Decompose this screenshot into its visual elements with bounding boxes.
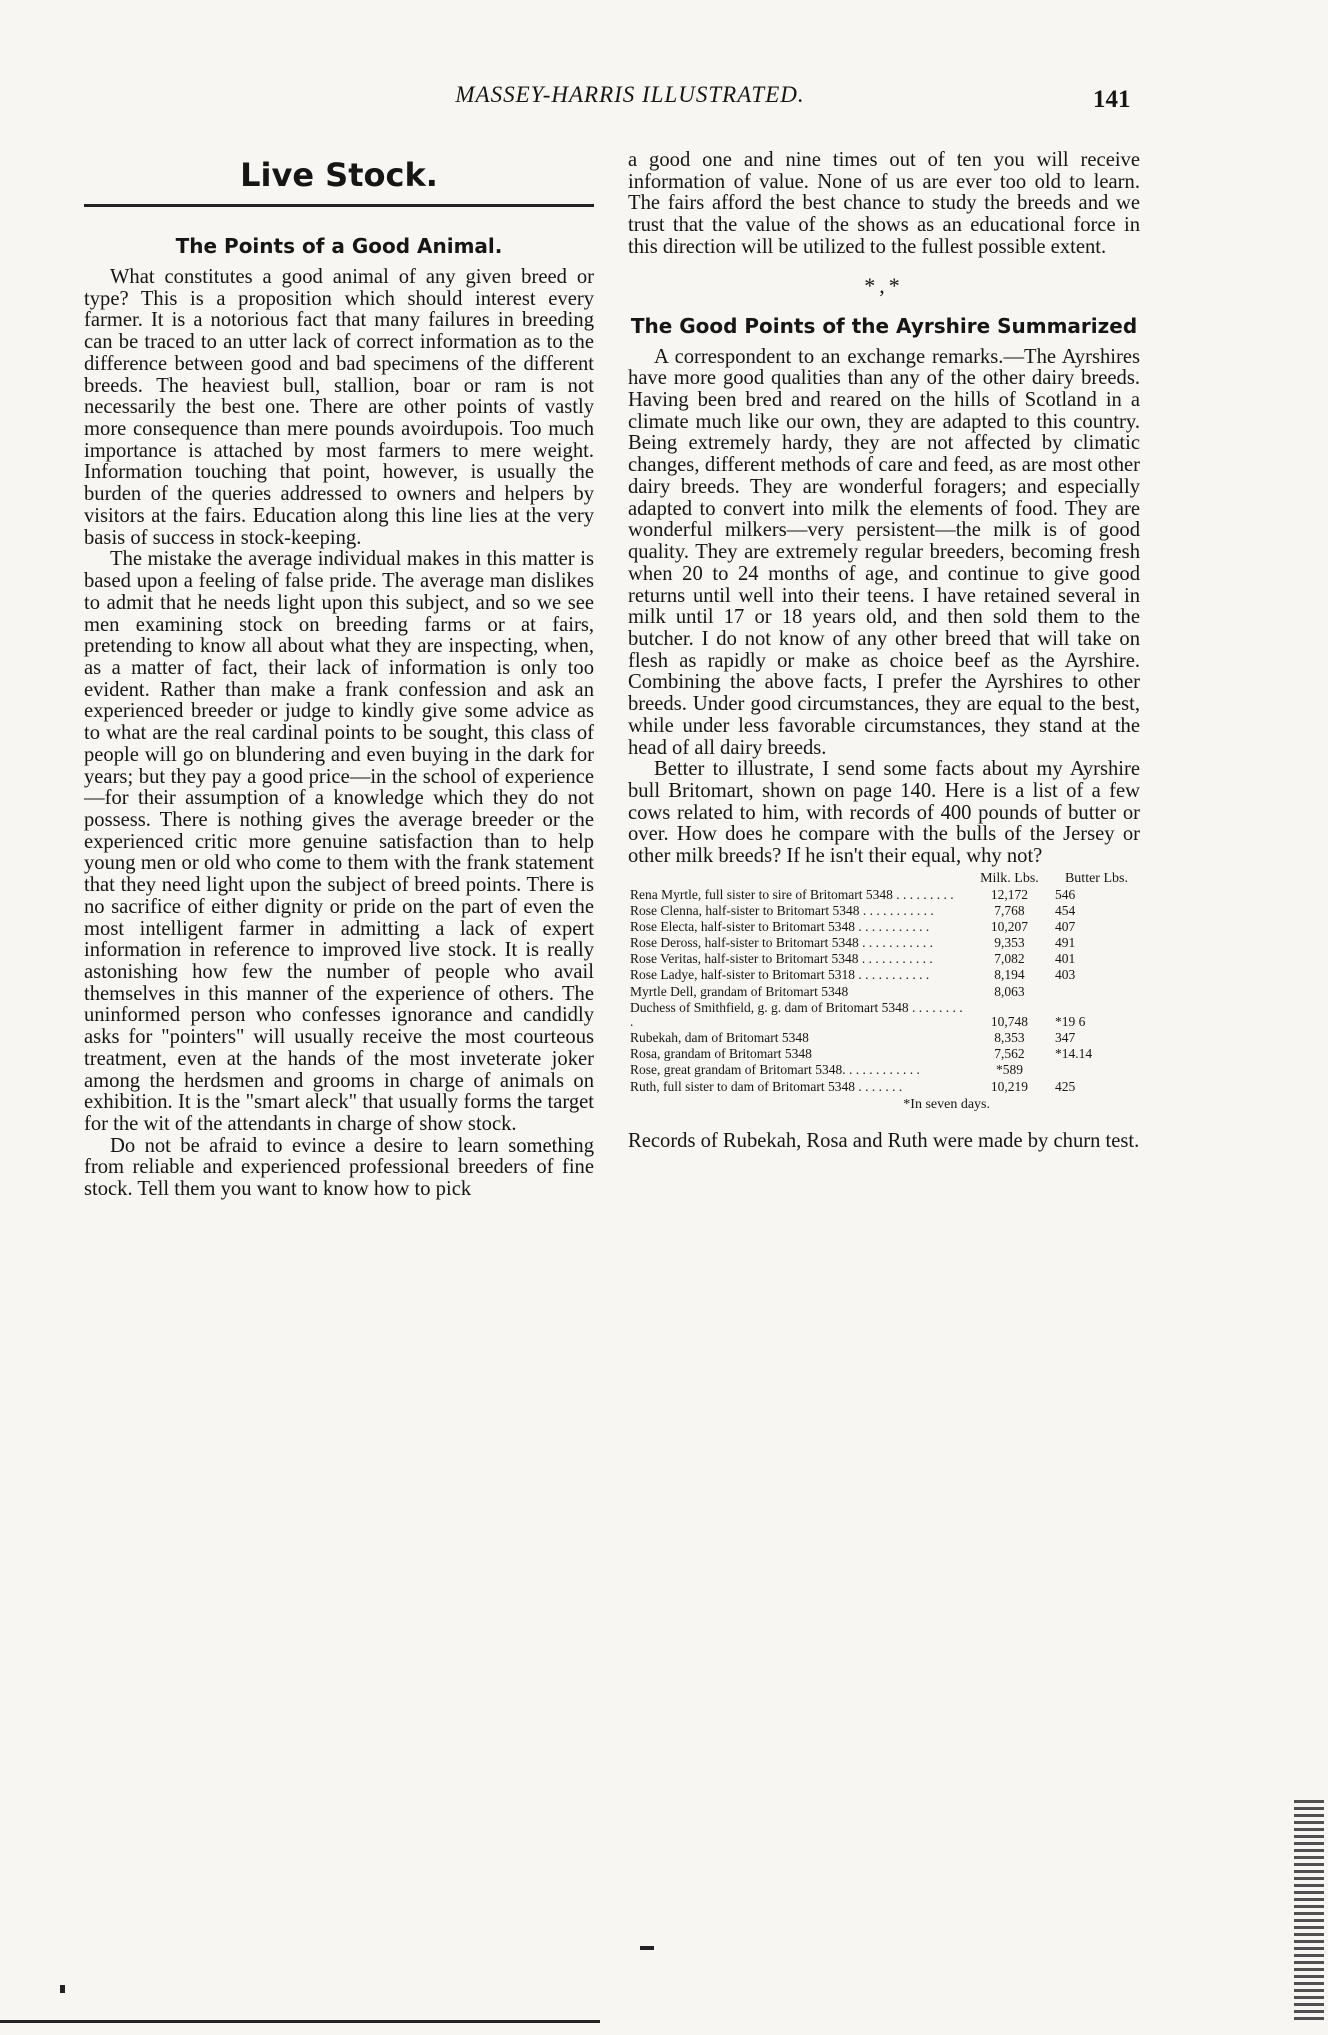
right-column (628, 150, 1140, 1152)
table-row (628, 935, 1140, 951)
table-row (628, 984, 1140, 1000)
paragraph: Do not be afraid to evince a desire to learn something from reliable and experienced professional breeders of fine stock. Tell them you want to know how to pick (84, 1134, 594, 1201)
table-row (628, 887, 1140, 903)
butter-value: 407 (1054, 918, 1076, 934)
butter-value: 401 (1054, 951, 1076, 967)
butter-records-table (628, 872, 1140, 1095)
cow-name: Rubekah, dam of Britomart 5348 (630, 1030, 809, 1046)
bottom-rule (0, 2020, 600, 2023)
ink-speck (640, 1946, 654, 1950)
paragraph: Better to illustrate, I send some facts about my Ayrshire bull Britomart, shown on page 140. Here is a list of a few cows related to him, with records of 400 pounds of butter or over. How does he compare with the bulls of the Jersey or other milk breeds? If he isn't their equal, why not? (628, 758, 1140, 868)
butter-value: 454 (1054, 902, 1076, 918)
cow-name: Rose Ladye, half-sister to Britomart 5318 . . . . . . . . . . . (630, 967, 930, 983)
running-head-title: MASSEY-HARRIS ILLUSTRATED. (455, 82, 805, 107)
butter-value (1053, 984, 1140, 1000)
closing-paragraph: Records of Rubekah, Rosa and Ruth were made by churn test. (628, 1129, 1140, 1152)
butter-value: 425 (1054, 1078, 1076, 1094)
binding-edge-marks (1294, 1800, 1324, 2020)
milk-value: *589 (995, 1062, 1023, 1078)
paragraph: A correspondent to an exchange remarks.—The Ayrshires have more good qualities than any of the other dairy breeds. Having been bred and reared on the hills of Scotland in a climate much like our own, they are adapted to this country. Being extremely hardy, they are not affected by climatic changes, different methods of care and feed, as are most other dairy breeds. They are wonderful foragers; and especially adapted to convert into milk the elements of food. They are wonderful milkers—very persistent—the milk is of good quality. They are extremely regular breeders, becoming fresh when 20 to 24 months of age, and continue to give good returns until well into their teens. I have retained several in milk until 17 or 18 years old, and then sold them to the butcher. I do not know of any other breed that will take on flesh as rapidly or make as choice beef as the Ayrshire. Combining the above facts, I prefer the Ayrshires to other breeds. Under good circumstances, they are equal to the best, while under less favorable circumstances, they stand at the head of all dairy breeds. (628, 345, 1140, 759)
milk-value: 7,768 (994, 902, 1025, 918)
butter-value: *14.14 (1054, 1046, 1093, 1062)
cow-name: Rose Deross, half-sister to Britomart 5348 . . . . . . . . . . . (630, 935, 933, 951)
milk-header: Milk. Lbs. (980, 870, 1039, 886)
table-row (628, 967, 1140, 983)
milk-value: 10,207 (990, 918, 1028, 934)
butter-value: 403 (1054, 967, 1076, 983)
cow-name: Rose Veritas, half-sister to Britomart 5348 . . . . . . . . . . . (630, 951, 933, 967)
continued-paragraph: a good one and nine times out of ten you will receive information of value. None of us are ever too old to learn. The fairs afford the best chance to study the breeds and we trust that the value of the shows as an educational force in this direction will be utilized to the fullest possible extent. (628, 149, 1140, 258)
cow-name: Rose, great grandam of Britomart 5348. . . . . . . . . . . . (630, 1062, 920, 1078)
cow-name: Rose Electa, half-sister to Britomart 5348 . . . . . . . . . . . (630, 918, 930, 934)
cow-name: Ruth, full sister to dam of Britomart 5348 . . . . . . . (630, 1078, 903, 1094)
table-row (628, 1046, 1140, 1062)
butter-value (1053, 1062, 1140, 1078)
milk-value: 8,063 (994, 983, 1025, 999)
cow-name: Rosa, grandam of Britomart 5348 (630, 1046, 812, 1062)
paragraph: What constitutes a good animal of any given breed or type? This is a proposition which should interest every farmer. It is a notorious fact that many failures in breeding can be traced to an utter lack of correct information as to the difference between good and bad specimens of the different breeds. The heaviest bull, stallion, boar or ram is not necessarily the best one. There are other points of vastly more consequence than mere pounds avoirdupois. Too much importance is attached by most farmers to mere weight. Information touching that point, however, is usually the burden of the queries addressed to owners and helpers by visitors at the fairs. Education along this line lies at the very basis of success in stock-keeping. (84, 266, 594, 549)
milk-value: 10,219 (990, 1078, 1028, 1094)
cow-name: Rose Clenna, half-sister to Britomart 5348 . . . . . . . . . . . (630, 902, 934, 918)
milk-value: 7,562 (994, 1046, 1025, 1062)
milk-value: 8,353 (994, 1030, 1025, 1046)
table-row (628, 1079, 1140, 1095)
milk-value: 7,082 (994, 951, 1025, 967)
cow-name: Myrtle Dell, grandam of Britomart 5348 (630, 983, 849, 999)
left-column (84, 150, 594, 1201)
milk-value: 12,172 (990, 886, 1028, 902)
page-number: 141 (1093, 86, 1131, 113)
table-row (628, 1062, 1140, 1078)
section-separator: *,* (864, 272, 904, 298)
ink-speck (60, 1985, 65, 1993)
butter-value: 546 (1054, 886, 1076, 902)
table-row (628, 919, 1140, 935)
table-footnote: *In seven days. (903, 1096, 990, 1112)
cow-name: Duchess of Smithfield, g. g. dam of Britomart 5348 . . . . . . . . . (630, 999, 963, 1029)
milk-value: 8,194 (994, 967, 1025, 983)
butter-header: Butter Lbs. (1064, 870, 1128, 886)
paragraph: The mistake the average individual makes in this matter is based upon a feeling of false pride. The average man dislikes to admit that he needs light upon this subject, and so we see men examining stock on breeding farms or at fairs, pretending to know all about what they are inspecting, when, as a matter of fact, their lack of information is only too evident. Rather than make a frank confession and ask an experienced breeder or judge to kindly give some advice as to what are the real cardinal points to be sought, this class of people will go on blundering and even buying in the dark for years; but they pay a good price—in the school of experience—for their assumption of a knowledge which they do not possess. There is nothing gives the average breeder or the experienced critic more genuine satisfaction than to help young men or old who come to them with the frank statement that they need light upon the subject of breed points. There is no sacrifice of either dignity or pride on the part of even the most intelligent farmer in admitting a lack of expert information in reference to improved live stock. It is really astonishing how few the number of people who avail themselves in this manner of the experience of others. The uninformed person who confesses ignorance and candidly asks for "pointers" will usually receive the most courteous treatment, even at the hands of the most inveterate joker among the herdsmen and grooms in charge of animals on exhibition. It is the "smart aleck" that usually forms the target for the wit of the attendants in charge of show stock. (84, 548, 594, 1136)
table-header-row (628, 872, 1140, 887)
butter-value: 347 (1054, 1030, 1076, 1046)
table-row (628, 1030, 1140, 1046)
article-title-points: The Points of a Good Animal. (175, 234, 503, 258)
article-title-ayrshire: The Good Points of the Ayrshire Summarized (630, 313, 1138, 338)
table-row (628, 951, 1140, 967)
butter-value: 491 (1054, 935, 1076, 951)
section-title: Live Stock. (84, 156, 594, 207)
milk-value: 10,748 (990, 1013, 1028, 1029)
milk-value: 9,353 (994, 935, 1025, 951)
cow-name: Rena Myrtle, full sister to sire of Britomart 5348 . . . . . . . . . (630, 886, 954, 902)
butter-value: *19 6 (1054, 1013, 1086, 1029)
table-row (628, 903, 1140, 919)
table-row (628, 1000, 1140, 1030)
